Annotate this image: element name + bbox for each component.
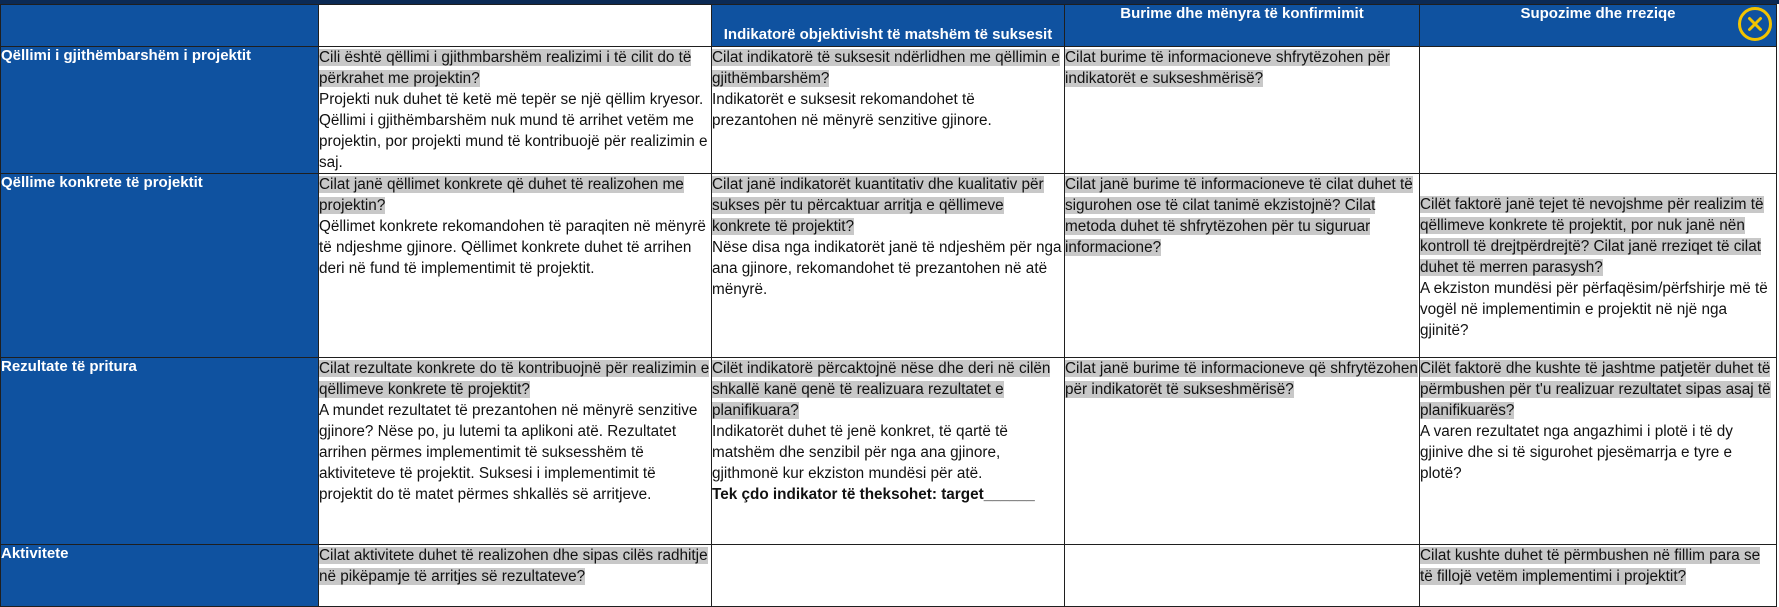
cell-activities-sources — [1065, 545, 1420, 607]
cell-goal-indicators — [712, 47, 1065, 174]
guiding-question: Cilat burime të informacioneve shfrytëzohen për indikatorët e sukseshmërisë? — [1065, 49, 1390, 87]
guidance-text: A ekziston mundësi për përfaqësim/përfshirje më të vogël në implementimin e projektit në një nga gjinitë? — [1420, 280, 1768, 339]
guiding-question: Cilat rezultate konkrete do të kontribuojnë për realizimin e qëllimeve konkrete të projektit? — [319, 360, 710, 398]
guidance-text: Indikatorët e suksesit rekomandohet të prezantohen në mënyrë senzitive gjinore. — [712, 91, 992, 129]
guidance-text: Nëse disa nga indikatorët janë të ndjeshëm për nga ana gjinore, rekomandohet të prezantohen në atë mënyrë. — [712, 239, 1062, 298]
header-corner — [1, 5, 319, 47]
row-label: Rezultate të pritura — [1, 358, 319, 545]
cell-results-description — [319, 358, 712, 545]
guiding-question: Cilat janë indikatorët kuantitativ dhe kualitativ për sukses për tu përcaktuar arritja e qëllimeve konkrete të projektit? — [712, 176, 1044, 235]
guidance-text: Projekti nuk duhet të ketë më tepër se një qëllim kryesor. Qëllimi i gjithëmbarshëm nuk mund të arrihet vetëm me projektin, por projekti mund të kontribuojë për realizimin e saj. — [319, 91, 708, 171]
guiding-question: Cilat janë burime të informacioneve që shfrytëzohen për indikatorët të sukseshmërisë? — [1065, 360, 1418, 398]
header-col-indicators: Indikatorë objektivisht të matshëm të suksesit — [712, 5, 1065, 47]
close-button[interactable] — [1738, 7, 1772, 41]
cell-activities-description — [319, 545, 712, 607]
guidance-text: Indikatorët duhet të jenë konkret, të qartë të matshëm dhe senzibil për nga ana gjinore, gjithmonë kur ekziston mundësi për atë. — [712, 423, 1008, 482]
header-col-1 — [319, 5, 712, 47]
guiding-question: Cilët indikatorë përcaktojnë nëse dhe deri në cilën shkallë kanë qenë të realizuara rezultatet e planifikuara? — [712, 360, 1051, 419]
guiding-question: Cilat janë burime të informacioneve të cilat duhet të sigurohen ose të cilat tanimë ekzistojnë? Cilat metoda duhet të shfrytëzohen për tu siguruar informacione? — [1065, 176, 1413, 256]
guiding-question: Cilat janë qëllimet konkrete që duhet të realizohen me projektin? — [319, 176, 684, 214]
header-col-assumptions: Supozime dhe rreziqe — [1420, 5, 1777, 47]
cell-activities-assumptions — [1420, 545, 1777, 607]
guiding-question: Cilët faktorë janë tejet të nevojshme për realizim të qëllimeve konkrete të projektit, por nuk janë nën kontroll të drejtpërdrejtë? Cilat janë rreziqet të cilat duhet të merren parasysh? — [1420, 196, 1764, 276]
guiding-question: Cilët faktorë dhe kushte të jashtme patjetër duhet të përmbushen për t'u realizuar rezultatet sipas asaj të planifikuarës? — [1420, 360, 1771, 419]
cell-results-sources — [1065, 358, 1420, 545]
cell-objectives-description — [319, 174, 712, 358]
close-icon — [1747, 16, 1763, 32]
row-label: Qëllime konkrete të projektit — [1, 174, 319, 358]
matrix-row-overall-goal — [1, 47, 1777, 174]
matrix-row-specific-objectives — [1, 174, 1777, 358]
guiding-question: Cilat kushte duhet të përmbushen në fillim para se të fillojë vetëm implementimi i projektit? — [1420, 547, 1761, 585]
cell-objectives-sources — [1065, 174, 1420, 358]
cell-objectives-indicators — [712, 174, 1065, 358]
cell-results-assumptions — [1420, 358, 1777, 545]
row-label: Aktivitete — [1, 545, 319, 607]
target-note: Tek çdo indikator të theksohet: target______ — [712, 486, 1035, 503]
cell-goal-assumptions — [1420, 47, 1777, 174]
cell-objectives-assumptions — [1420, 174, 1777, 358]
guidance-text: A varen rezultatet nga angazhimi i plotë i të dy gjinive dhe si të sigurohet pjesëmarrja e tyre e plotë? — [1420, 423, 1733, 482]
header-row — [1, 5, 1777, 47]
cell-results-indicators — [712, 358, 1065, 545]
matrix-row-activities — [1, 545, 1777, 607]
guidance-text: A mundet rezultatet të prezantohen në mënyrë senzitive gjinore? Nëse po, ju lutemi ta aplikoni atë. Rezultatet arrihen përmes implementimit të suksesshëm të aktiviteteve të projektit. Suksesi i implementimit të projektit do të matet përmes shkallës së arritjeve. — [319, 402, 698, 503]
cell-goal-description — [319, 47, 712, 174]
cell-goal-sources — [1065, 47, 1420, 174]
guiding-question: Cilat indikatorë të suksesit ndërlidhen me qëllimin e gjithëmbarshëm? — [712, 49, 1060, 87]
matrix-row-expected-results — [1, 358, 1777, 545]
guiding-question: Cilat aktivitete duhet të realizohen dhe sipas cilës radhitje në pikëpamje të arritjes së rezultateve? — [319, 547, 708, 585]
guidance-text: Qëllimet konkrete rekomandohen të paraqiten në mënyrë të ndjeshme gjinore. Qëllimet konkrete duhet të arrihen deri në fund të implementimit të projektit. — [319, 218, 706, 277]
guiding-question: Cili është qëllimi i gjithmbarshëm realizimi i të cilit do të përkrahet me projektin? — [319, 49, 692, 87]
logframe-matrix — [0, 4, 1777, 607]
header-col-sources: Burime dhe mënyra të konfirmimit — [1065, 5, 1420, 47]
cell-activities-indicators — [712, 545, 1065, 607]
row-label: Qëllimi i gjithëmbarshëm i projektit — [1, 47, 319, 174]
